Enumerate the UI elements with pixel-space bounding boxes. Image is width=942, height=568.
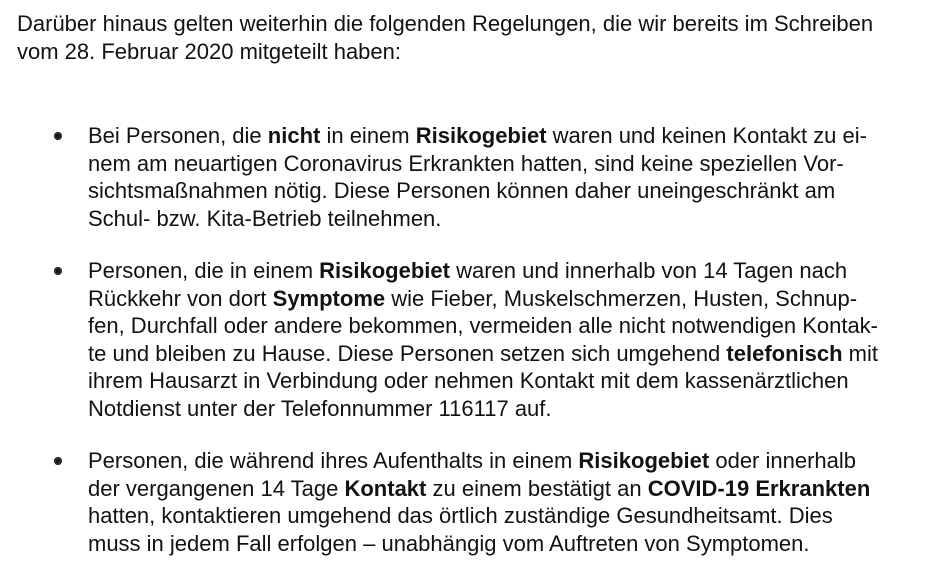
text-segment: fen, Durchfall oder andere bekommen, vermeiden alle nicht notwendigen Kontak-: [88, 313, 879, 338]
text-segment: vom 28. Februar 2020 mitgeteilt haben:: [17, 38, 402, 64]
text-segment: oder innerhalb: [709, 448, 857, 473]
text-line: [88, 122, 942, 150]
text-line: [17, 38, 942, 66]
text-segment: der vergangenen 14 Tage: [88, 475, 345, 501]
text-line: [88, 257, 942, 285]
text-line: [88, 285, 942, 313]
bold-text: nicht: [267, 123, 321, 148]
bullet-icon: [54, 457, 62, 465]
text-segment: wie Fieber, Muskelschmerzen, Husten, Schnup-: [385, 285, 858, 311]
text-segment: te und bleiben zu Hause. Diese Personen setzen sich umgehend: [88, 340, 727, 366]
text-line: [88, 502, 942, 530]
text-line: [88, 205, 942, 233]
text-line: [88, 530, 942, 558]
list-item-text: [88, 447, 942, 557]
text-segment: Notdienst unter der Telefonnummer 116117 auf.: [88, 395, 552, 421]
text-line: [88, 395, 942, 423]
list-item-text: [88, 122, 942, 232]
text-segment: waren und keinen Kontakt zu ei-: [546, 123, 867, 148]
text-line: [88, 367, 942, 395]
text-line: [88, 177, 942, 205]
bullet-list: [17, 122, 942, 557]
text-line: [88, 340, 942, 368]
bold-text: telefonisch: [726, 340, 843, 366]
text-segment: hatten, kontaktieren umgehend das örtlich zuständige Gesundheitsamt. Dies: [88, 503, 833, 528]
text-segment: in einem: [320, 123, 416, 148]
text-segment: sichtsmaßnahmen nötig. Diese Personen können daher uneingeschränkt am: [88, 178, 836, 203]
text-segment: Darüber hinaus gelten weiterhin die folgenden Regelungen, die wir bereits im Schreiben: [17, 11, 874, 36]
text-segment: nem am neuartigen Coronavirus Erkrankten hatten, sind keine speziellen Vor-: [88, 150, 844, 176]
bold-text: Risikogebiet: [415, 123, 547, 148]
text-line: [88, 150, 942, 178]
bold-text: Risikogebiet: [319, 258, 450, 283]
bullet-icon: [54, 132, 62, 140]
text-segment: ihrem Hausarzt in Verbindung oder nehmen Kontakt mit dem kassenärztlichen: [88, 368, 849, 393]
list-item: [17, 122, 942, 232]
text-segment: mit: [842, 340, 879, 366]
text-segment: Rückkehr von dort: [88, 285, 273, 311]
list-item: [17, 447, 942, 557]
list-item-text: [88, 257, 942, 422]
text-segment: muss in jedem Fall erfolgen – unabhängig vom Auftreten von Symptomen.: [88, 530, 810, 556]
bold-text: Kontakt: [344, 475, 427, 501]
bullet-icon: [54, 267, 62, 275]
bold-text: Symptome: [272, 285, 386, 311]
text-segment: Personen, die während ihres Aufenthalts in einem: [88, 448, 579, 473]
text-segment: Bei Personen, die: [88, 123, 268, 148]
text-line: [88, 312, 942, 340]
text-segment: zu einem bestätigt an: [426, 475, 648, 501]
bold-text: COVID-19 Erkrankten: [647, 475, 871, 501]
text-line: [88, 475, 942, 503]
intro-paragraph: [17, 10, 942, 65]
text-segment: Schul- bzw. Kita-Betrieb teilnehmen.: [88, 205, 442, 231]
text-segment: waren und innerhalb von 14 Tagen nach: [449, 258, 848, 283]
text-line: [17, 10, 942, 38]
bold-text: Risikogebiet: [578, 448, 710, 473]
text-line: [88, 447, 942, 475]
list-item: [17, 257, 942, 422]
text-segment: Personen, die in einem: [88, 258, 320, 283]
